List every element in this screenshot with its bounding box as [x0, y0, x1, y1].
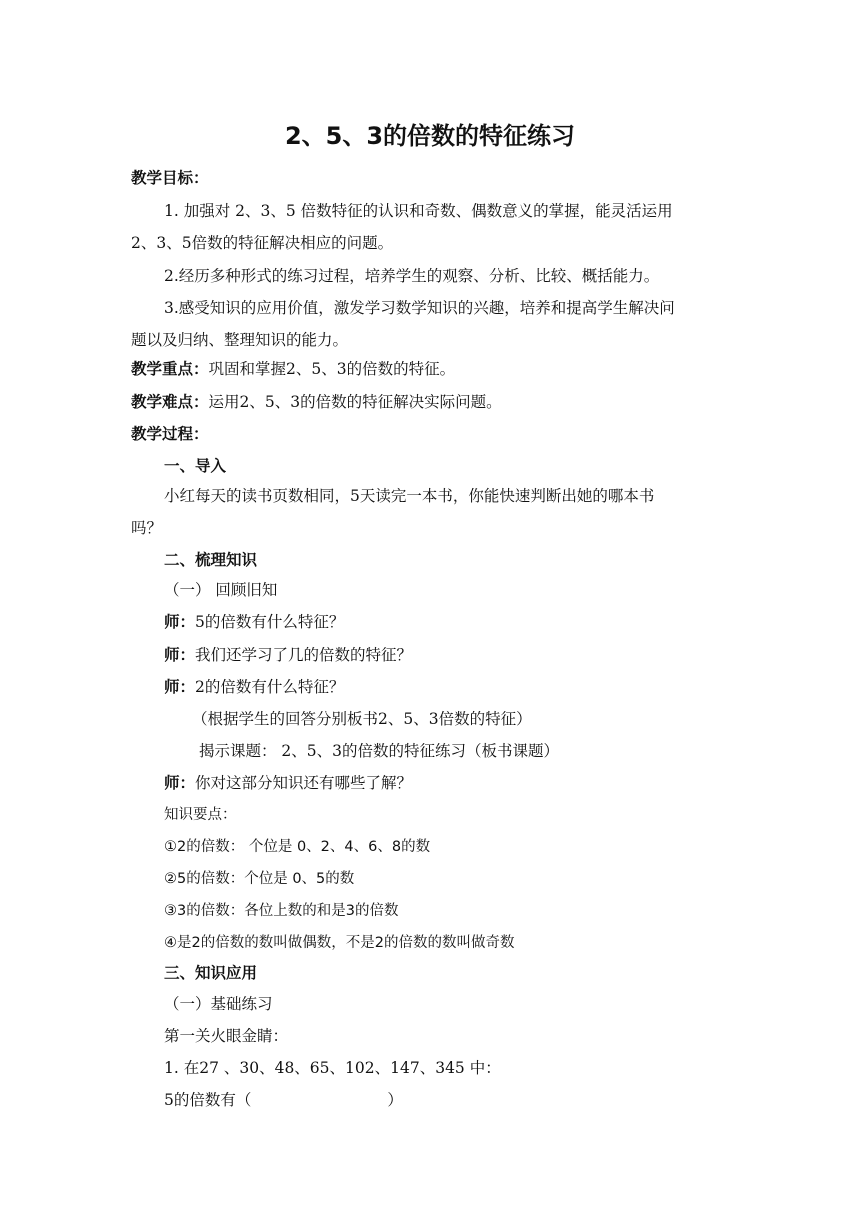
process-heading: 教学过程：: [131, 424, 209, 443]
intro-line-2: 吗？: [131, 519, 163, 537]
teacher-label: 师：: [164, 612, 196, 631]
level-1-title: 第一关火眼金睛：: [164, 1027, 289, 1045]
knowledge-point-3: ③3的倍数：各位上数的和是3的倍数: [164, 903, 399, 919]
teacher-label: 师：: [164, 645, 196, 664]
difficulty-label: 教学难点：: [131, 392, 209, 411]
knowledge-point-1: ①2的倍数： 个位是 0、2、4、6、8的数: [164, 839, 431, 855]
question-text: 2的倍数有什么特征？: [195, 678, 345, 696]
section-3-sub: （一）基础练习: [164, 995, 273, 1013]
goal-1-line-2: 2、3、5倍数的特征解决相应的问题。: [131, 234, 394, 252]
section-1-heading: 一、导入: [164, 456, 227, 475]
goal-1-line-1: 1. 加强对 2、3、5 倍数特征的认识和奇数、偶数意义的掌握，能灵活运用: [164, 202, 673, 220]
goal-2: 2.经历多种形式的练习过程，培养学生的观察、分析、比较、概括能力。: [164, 267, 660, 285]
section-3-heading: 三、知识应用: [164, 963, 258, 982]
difficulty: [131, 392, 502, 412]
teacher-question-1: [164, 612, 344, 632]
key-point-label: 教学重点：: [131, 359, 209, 378]
question-text: 我们还学习了几的倍数的特征？: [195, 646, 413, 664]
goal-3-line-1: 3.感受知识的应用价值，激发学习数学知识的兴趣，培养和提高学生解决问: [164, 299, 675, 317]
teacher-question-4: [164, 773, 412, 793]
exercise-1a: [164, 1090, 403, 1110]
exercise-1a-prefix: 5的倍数有（: [164, 1091, 252, 1109]
goal-3-line-2: 题以及归纳、整理知识的能力。: [131, 331, 349, 349]
difficulty-text: 运用2、5、3的倍数的特征解决实际问题。: [208, 393, 502, 411]
teacher-label: 师：: [164, 677, 196, 696]
section-2-heading: 二、梳理知识: [164, 550, 258, 569]
knowledge-point-2: ②5的倍数：个位是 0、5的数: [164, 871, 355, 887]
goals-heading: 教学目标：: [131, 168, 209, 187]
exercise-1: 1. 在27 、30、48、65、102、147、345 中：: [164, 1059, 501, 1077]
knowledge-point-4: ④是2的倍数的数叫做偶数，不是2的倍数的数叫做奇数: [164, 935, 515, 951]
board-note-2: 揭示课题： 2、5、3的倍数的特征练习（板书课题）: [199, 742, 560, 760]
knowledge-points-heading: 知识要点：: [164, 807, 237, 823]
teacher-question-2: [164, 645, 412, 665]
exercise-1a-suffix: ）: [387, 1091, 403, 1109]
board-note-1: （根据学生的回答分别板书2、5、3倍数的特征）: [192, 710, 532, 728]
intro-line-1: 小红每天的读书页数相同，5天读完一本书，你能快速判断出她的哪本书: [164, 487, 655, 505]
teacher-question-3: [164, 677, 344, 697]
section-2-sub: （一） 回顾旧知: [164, 581, 278, 599]
question-text: 你对这部分知识还有哪些了解？: [195, 774, 413, 792]
question-text: 5的倍数有什么特征？: [195, 613, 345, 631]
teacher-label: 师：: [164, 773, 196, 792]
page-title: 2、5、3的倍数的特征练习: [284, 122, 576, 150]
key-point-text: 巩固和掌握2、5、3的倍数的特征。: [208, 360, 456, 378]
key-point: [131, 359, 455, 379]
